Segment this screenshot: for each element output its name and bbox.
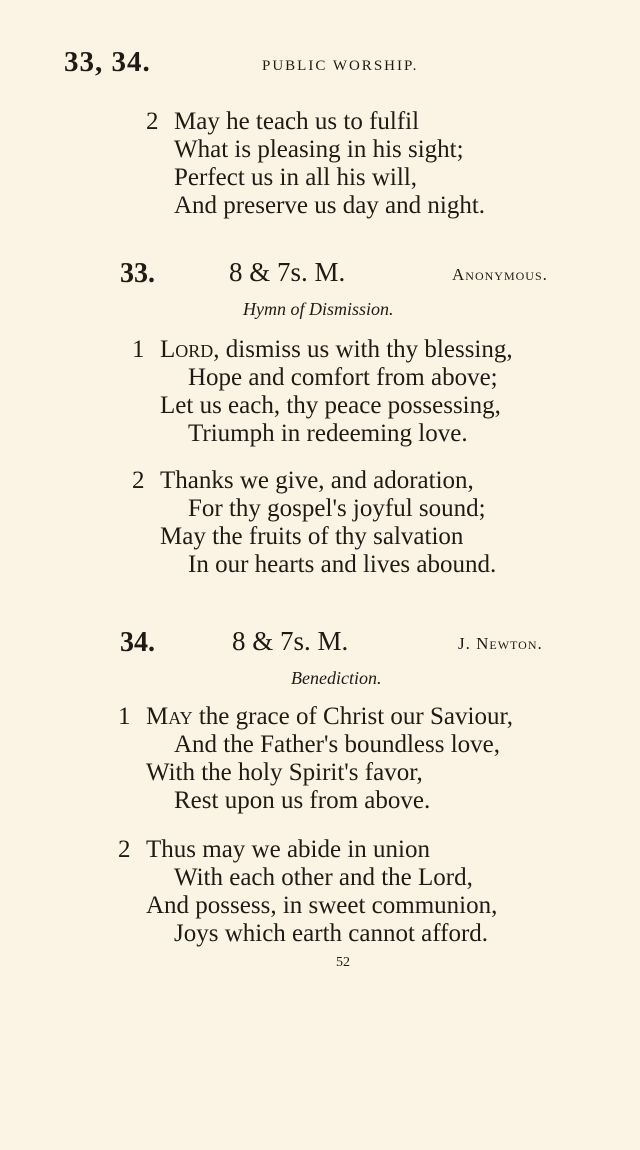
hymn-author	[458, 634, 543, 654]
verse-line: Thanks we give, and adoration,	[160, 467, 474, 494]
verse-line: And preserve us day and night.	[174, 192, 486, 219]
running-head-numbers: 33, 34.	[64, 46, 151, 78]
verse-line: With the holy Spirit's favor,	[146, 759, 423, 786]
verse-line: And the Father's boundless love,	[174, 731, 500, 758]
verse-line	[160, 336, 513, 364]
first-line-rest: , dismiss us with thy blessing,	[213, 336, 513, 363]
hymn-number: 34.	[120, 627, 155, 658]
page-number: 52	[336, 955, 350, 970]
first-word: Lord	[160, 336, 214, 363]
author-initial: J.	[458, 634, 471, 653]
verse-line: Let us each, thy peace possessing,	[160, 392, 501, 419]
verse-line	[146, 703, 513, 731]
verse-line: Hope and comfort from above;	[188, 364, 498, 391]
verse-line: And possess, in sweet communion,	[146, 892, 498, 919]
running-head-title: PUBLIC WORSHIP.	[262, 58, 419, 74]
verse-line: Thus may we abide in union	[146, 836, 430, 863]
stanza-number: 2	[132, 467, 145, 494]
stanza-number: 1	[132, 336, 145, 363]
hymn-subtitle: Hymn of Dismission.	[243, 299, 394, 319]
verse-line: Rest upon us from above.	[174, 787, 431, 814]
verse-line: Joys which earth cannot afford.	[174, 920, 489, 947]
verse-line: May he teach us to fulfil	[174, 108, 420, 135]
verse-line: May the fruits of thy salvation	[160, 523, 464, 550]
verse-line: For thy gospel's joyful sound;	[188, 495, 486, 522]
stanza-number: 2	[118, 836, 131, 863]
first-line-rest: the grace of Christ our Saviour,	[192, 703, 514, 730]
verse-line: What is pleasing in his sight;	[174, 136, 464, 163]
verse-line: Triumph in redeeming love.	[188, 420, 468, 447]
verse-line: Perfect us in all his will,	[174, 164, 418, 191]
author-surname: Newton.	[476, 634, 543, 653]
first-word: May	[146, 703, 193, 730]
stanza-number: 2	[146, 108, 159, 135]
hymn-subtitle: Benediction.	[291, 668, 382, 688]
hymn-meter: 8 & 7s. M.	[232, 626, 349, 656]
stanza-number: 1	[118, 703, 131, 730]
verse-line: With each other and the Lord,	[174, 864, 473, 891]
verse-line: In our hearts and lives abound.	[188, 551, 497, 578]
hymn-author: Anonymous.	[452, 265, 548, 284]
hymn-number: 33.	[120, 258, 155, 289]
hymn-meter: 8 & 7s. M.	[229, 257, 346, 287]
